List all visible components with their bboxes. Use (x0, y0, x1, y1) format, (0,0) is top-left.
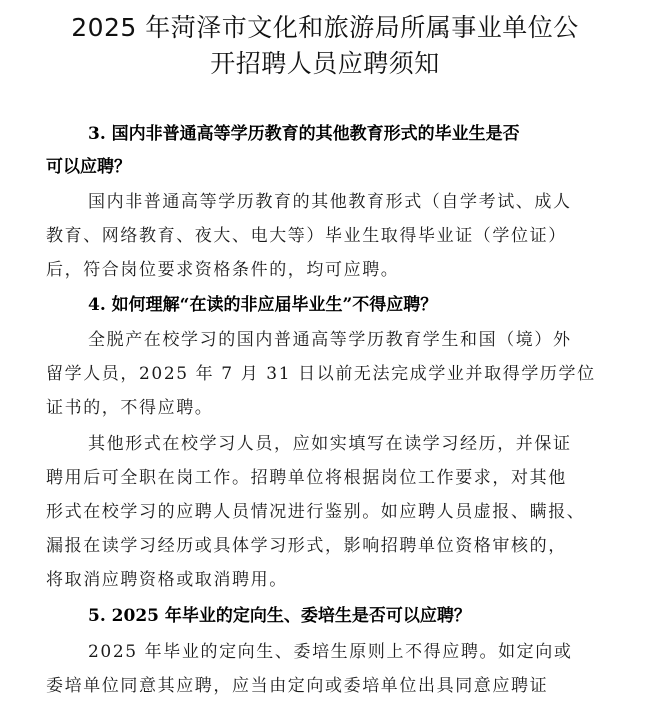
paragraph-line: 将取消应聘资格或取消聘用。 (46, 570, 288, 590)
page-title-line-1: 2025 年菏泽市文化和旅游局所属事业单位公 (71, 13, 579, 42)
question-3-heading-line-2: 可以应聘？ (46, 157, 131, 177)
question-4-heading: 4. 如何理解“在读的非应届毕业生”不得应聘？ (88, 295, 438, 315)
page-title-line-2: 开招聘人员应聘须知 (210, 49, 440, 78)
paragraph-line: 聘用后可全职在岗工作。招聘单位将根据岗位工作要求，对其他 (46, 468, 567, 488)
paragraph-line: 委培单位同意其应聘，应当由定向或委培单位出具同意应聘证 (46, 676, 549, 696)
paragraph-line: 证书的，不得应聘。 (46, 398, 214, 418)
paragraph-line: 其他形式在校学习人员，应如实填写在读学习经历，并保证 (88, 434, 572, 454)
paragraph-line: 漏报在读学习经历或具体学习形式，影响招聘单位资格审核的， (46, 536, 567, 556)
paragraph-line: 教育、网络教育、夜大、电大等）毕业生取得毕业证（学位证） (46, 226, 567, 246)
paragraph-line: 全脱产在校学习的国内普通高等学历教育学生和国（境）外 (88, 330, 572, 350)
paragraph-line: 形式在校学习的应聘人员情况进行鉴别。如应聘人员虚报、瞒报、 (46, 502, 586, 522)
question-5-heading: 5. 2025 年毕业的定向生、委培生是否可以应聘？ (88, 606, 471, 626)
paragraph-line: 留学人员，2025 年 7 月 31 日以前无法完成学业并取得学历学位 (46, 364, 596, 384)
question-3-heading-line-1: 3. 国内非普通高等学历教育的其他教育形式的毕业生是否 (88, 124, 520, 144)
paragraph-line: 国内非普通高等学历教育的其他教育形式（自学考试、成人 (88, 192, 572, 212)
paragraph-line: 2025 年毕业的定向生、委培生原则上不得应聘。如定向或 (88, 642, 573, 662)
paragraph-line: 后，符合岗位要求资格条件的，均可应聘。 (46, 260, 400, 280)
